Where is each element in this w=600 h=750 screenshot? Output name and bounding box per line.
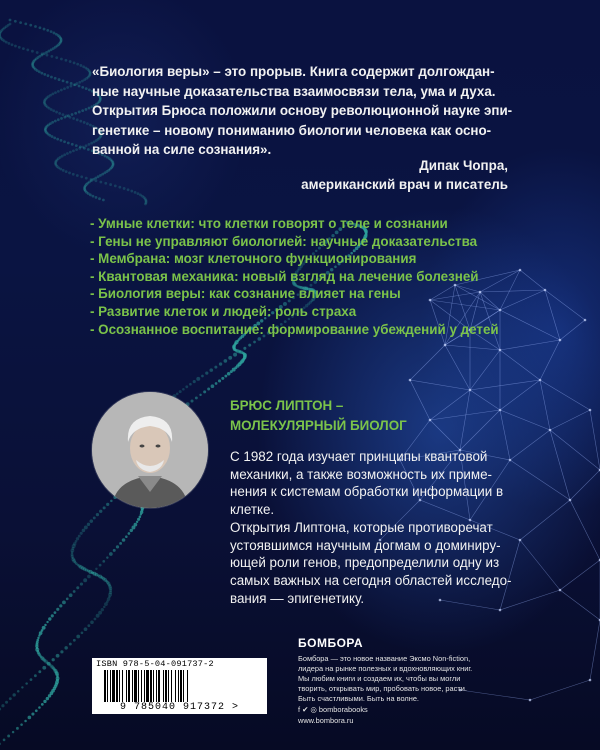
topic-item: - Осознанное воспитание: формирование убеждений у детей bbox=[90, 321, 499, 337]
bio-paragraph: С 1982 года изучает принципы квантовой механики, а также возможность их приме-нения к системам обработки информации в клетке. bbox=[230, 449, 504, 518]
topic-item: - Умные клетки: что клетки говорят о теле и сознании bbox=[90, 216, 448, 231]
isbn-label: ISBN 978-5-04-091737-2 bbox=[96, 659, 214, 669]
publisher-description bbox=[298, 654, 520, 704]
publisher-line: Быть счастливыми. Быть на волне. bbox=[298, 694, 419, 703]
author-photo bbox=[92, 392, 208, 508]
isbn-barcode-box bbox=[92, 658, 267, 714]
bio-title-line: БРЮС ЛИПТОН – bbox=[230, 398, 344, 413]
topic-item: - Мембрана: мозг клеточного функционирования bbox=[90, 251, 417, 267]
quote-line: ванной на силе сознания». bbox=[92, 142, 272, 157]
quote-author: Дипак Чопра, bbox=[419, 158, 508, 173]
bio-title bbox=[230, 396, 530, 436]
barcode-icon bbox=[104, 670, 256, 702]
publisher-line: творить, открывать мир, пробовать новое, расти. bbox=[298, 684, 467, 693]
publisher-line: Мы любим книги и создаем их, чтобы вы могли bbox=[298, 674, 461, 683]
topic-item: - Биология веры: как сознание влияет на гены bbox=[90, 286, 401, 302]
publisher-line: Бомбора — это новое название Эксмо Non-fiction, bbox=[298, 654, 471, 663]
website-link[interactable]: www.bombora.ru bbox=[298, 716, 354, 725]
quote-line: ные научные доказательства взаимосвязи тела, ума и духа. bbox=[92, 83, 496, 99]
isbn-digits: 9 785040 917372 > bbox=[119, 702, 240, 713]
topic-item: - Гены не управляют биологией: научные доказательства bbox=[90, 233, 478, 249]
quote-block bbox=[92, 62, 516, 160]
bio-paragraph: Открытия Липтона, которые противоречат устоявшимся научным догмам о доминиру-ющей роли генов, предопределили одну из самых важных на сегодня областей исследо-вания — эпигенетику. bbox=[230, 519, 512, 606]
quote-author-description: американский врач и писатель bbox=[301, 177, 508, 192]
topic-item: - Квантовая механика: новый взгляд на лечение болезней bbox=[90, 268, 479, 284]
bio-text bbox=[230, 448, 520, 607]
publisher-line: лидера на рынке полезных и вдохновляющих книг. bbox=[298, 664, 473, 673]
bio-title-line: МОЛЕКУЛЯРНЫЙ БИОЛОГ bbox=[230, 418, 407, 433]
quote-line: «Биология веры» – это прорыв. Книга содержит долгождан- bbox=[92, 64, 495, 79]
topics-list bbox=[90, 215, 499, 338]
quote-line: генетике – новому пониманию биологии человека как осно- bbox=[92, 122, 492, 138]
publisher-logo: БОМБОРА bbox=[298, 636, 364, 650]
topic-item: - Развитие клеток и людей: роль страха bbox=[90, 303, 357, 319]
social-links[interactable]: f ✔ ◎ bomborabooks bbox=[298, 705, 368, 714]
quote-line: Открытия Брюса положили основу революционной науке эпи- bbox=[92, 103, 513, 118]
